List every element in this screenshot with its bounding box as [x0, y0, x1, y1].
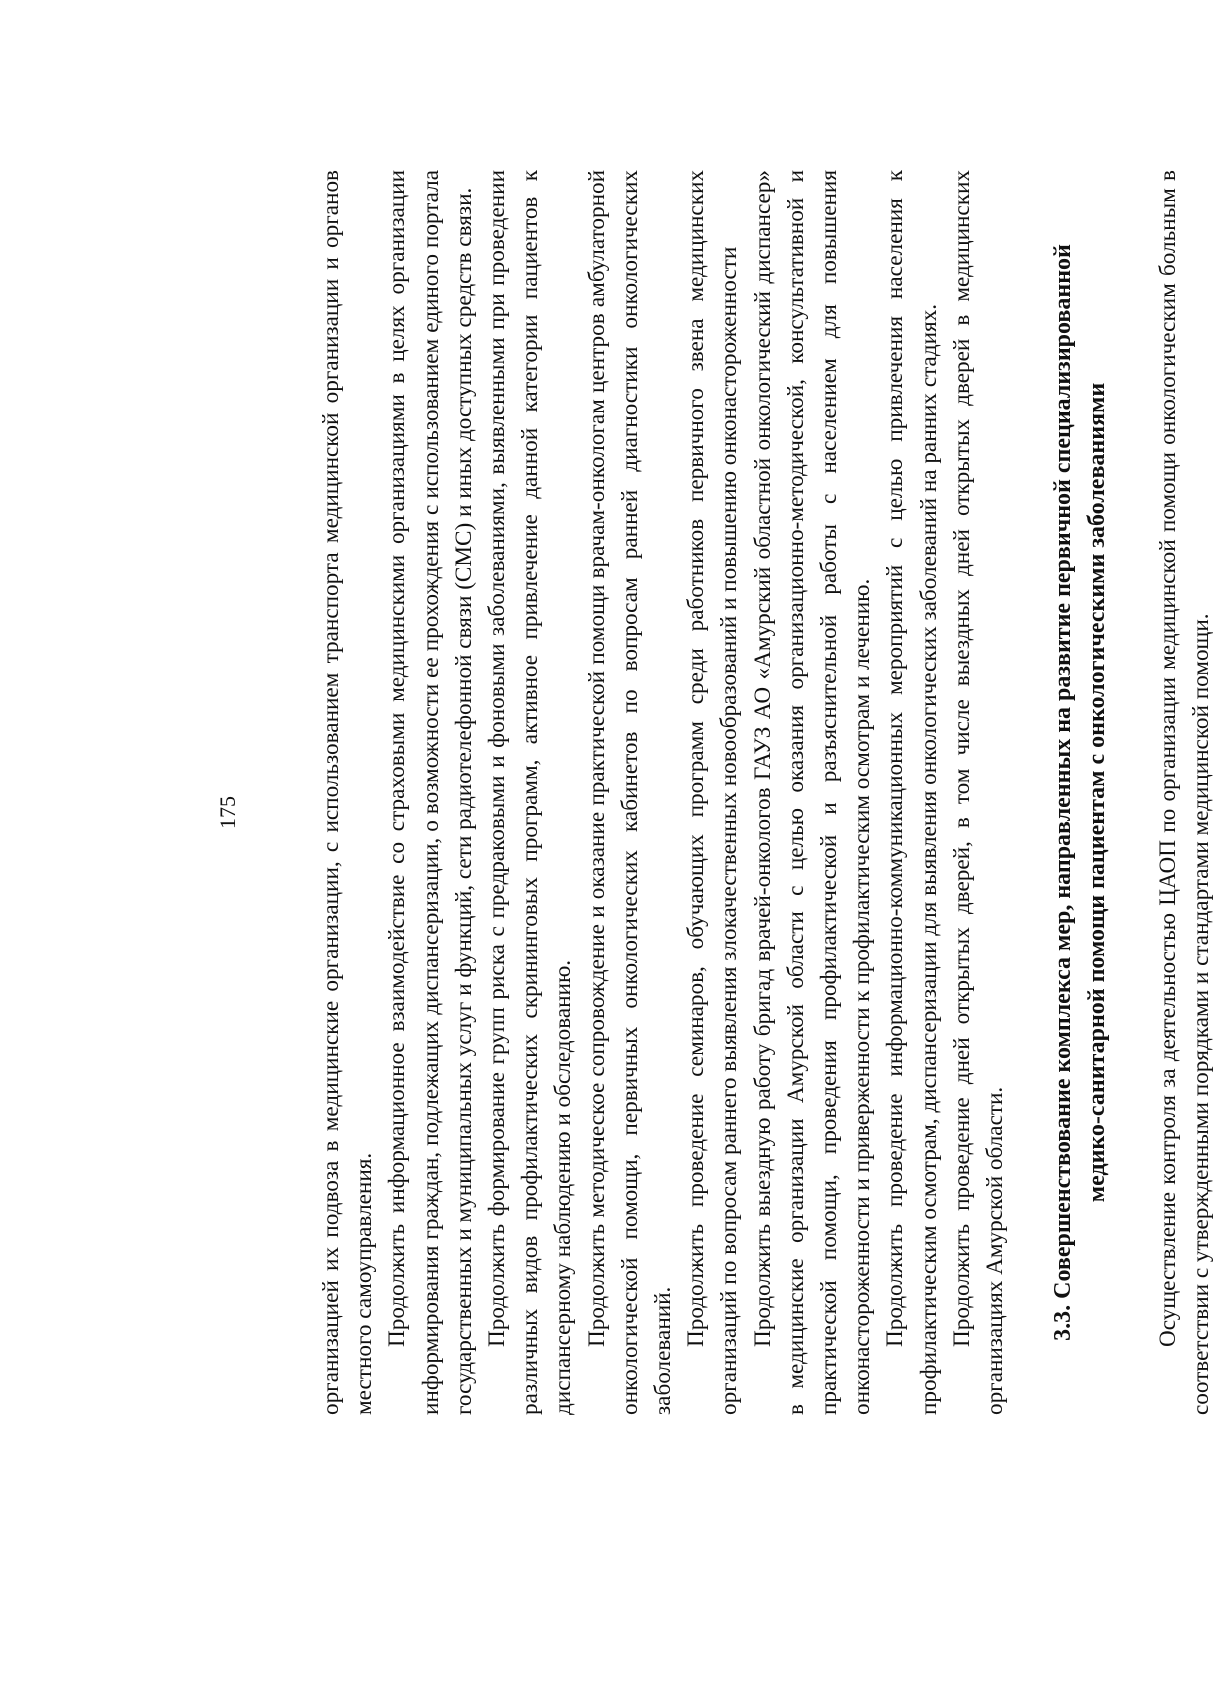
paragraph-control: Осуществление контроля за деятельностью ЦАОП по организации медицинской помощи онкологическим больным в соответствии с утвержденными порядками и стандартами медицинской помощи. [1155, 170, 1215, 1415]
section-heading-line-2: медико-санитарной помощи пациентам с онкологическими заболеваниями [1084, 382, 1111, 1203]
paragraph-information-events: Продолжить проведение информационно-коммуникационных мероприятий с целью привлечения населения к профилактическим осмотрам, диспансеризации для выявления онкологических заболеваний на ранних стадиях. [882, 170, 942, 1415]
section-heading-line-1: 3.3. Совершенствование комплекса мер, направленных на развитие первичной специализированной [1050, 244, 1077, 1341]
paragraph-open-days: Продолжить проведение дней открытых дверей, в том числе выездных дней открытых дверей в медицинских организациях Амурской области. [948, 170, 1009, 1415]
paragraph-field-teams: Продолжить выездную работу бригад врачей-онкологов ГАУЗ АО «Амурский областной онкологический диспансер» в медицинские организации Амурской области с целью оказания организационно-методической, консультативной и практической помощи, проведения профилактической и разъяснительной работы с населением для повышения онконастороженности и приверженности к профилактическим осмотрам и лечению. [749, 170, 876, 1415]
paragraph-insurance-interaction: Продолжить информационное взаимодействие со страховыми медицинскими организациями в целях организации информирования граждан, подлежащих диспансеризации, о возможности ее прохождения с использованием единого портала государственных и муниципальных услуг и функций, сети радиотелефонной связи (СМС) и иных доступных средств связи. [384, 170, 477, 1415]
paragraph-transport: организацией их подвоза в медицинские организации, с использованием транспорта медицинской организации и органов местного самоуправления. [318, 170, 378, 1415]
page-number: 175 [215, 796, 240, 829]
paragraph-risk-groups: Продолжить формирование групп риска с предраковыми и фоновыми заболеваниями, выявленными при проведении различных видов профилактических скрининговых программ, активное привлечение данной категории пациентов к диспансерному наблюдению и обследованию. [484, 170, 577, 1415]
paragraph-seminars: Продолжить проведение семинаров, обучающих программ среди работников первичного звена медицинских организаций по вопросам раннего выявления злокачественных новообразований и повышению онконастороженности [683, 170, 743, 1415]
section-heading [1046, 170, 1114, 1415]
paragraph-methodical-support: Продолжить методическое сопровождение и оказание практической помощи врачам-онкологам центров амбулаторной онкологической помощи, первичных онкологических кабинетов по вопросам ранней диагностики онкологических заболеваний. [583, 170, 677, 1415]
document-page [165, 80, 1215, 1545]
